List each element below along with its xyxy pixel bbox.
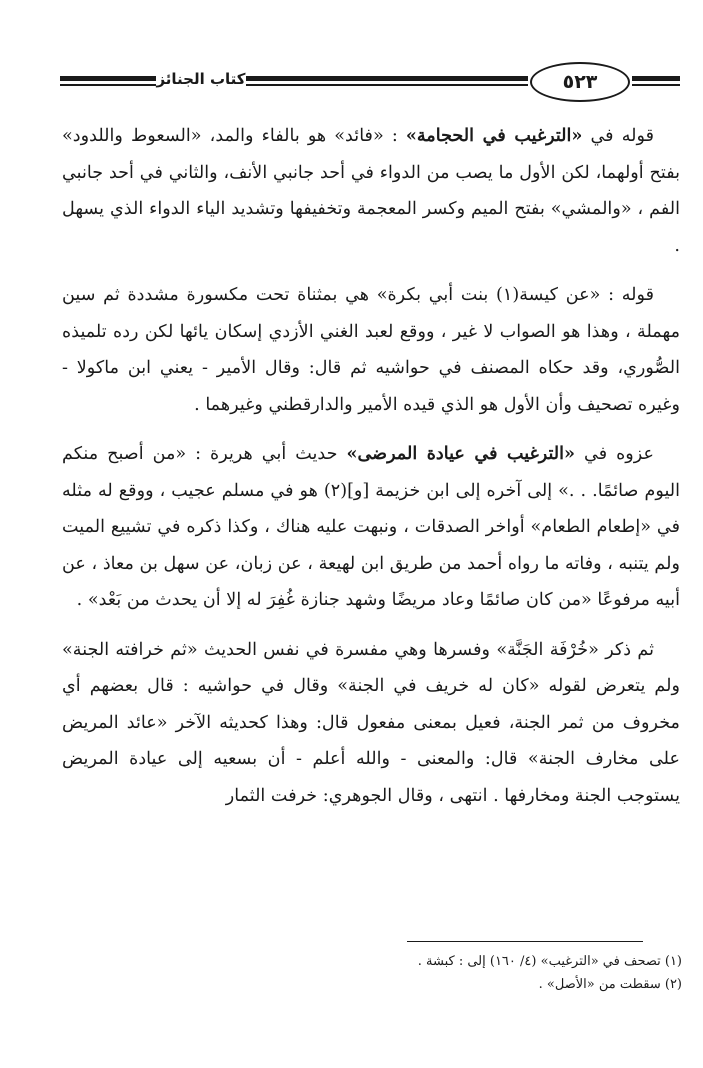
paragraph-lead: قوله في: [582, 126, 654, 146]
section-heading: «الترغيب في عيادة المرضى»: [346, 443, 576, 464]
paragraph-text: ثم ذكر «خُرْفَة الجَنَّة» وفسرها وهي مفسرة في نفس الحديث «ثم خرافته الجنة» ولم يتعرض لقوله «كان له خريف في الجنة» وقال في حواشيه : قال بعضهم أي مخروف من ثمر الجنة، فعيل بمعنى مفعول قال: وهذا كحديثه الآخر «عائد المريض على مخارف الجنة» قال: والمعنى - والله أعلم - أن بسعيه إلى عيادة المريض يستوجب الجنة ومخارفها . انتهى ، وقال الجوهري: خرفت الثمار: [62, 639, 680, 806]
footnote-divider: [407, 941, 643, 942]
paragraph: [62, 436, 680, 619]
body-text: [62, 118, 680, 827]
paragraph: [62, 277, 680, 423]
book-title: كتاب الجنائز: [156, 70, 246, 88]
page-header: [60, 62, 680, 106]
page-number: ٥٢٣: [530, 62, 630, 102]
paragraph-text: : «فائد» هو بالفاء والمد، «السعوط واللدود» بفتح أولهما، لكن الأول ما يصب من الدواء في أحد جانبي الأنف، والثاني في أحد جانبي الفم ، «والمشي» بفتح الميم وكسر المعجمة وتخفيفها وتشديد الياء الدواء الذي يسهل .: [62, 126, 680, 256]
paragraph: [62, 632, 680, 815]
paragraph-text: حديث أبي هريرة : «من أصبح منكم اليوم صائمًا. . .» إلى آخره إلى ابن خزيمة [و](٢) هو في مسلم عجيب ، ووقع له مثله في «إطعام الطعام» أواخر الصدقات ، ونبهت عليه هناك ، وكذا ذكره في تشييع الميت ولم يتنبه ، وفاته ما رواه أحمد من طريق ابن لهيعة ، عن زبان، عن سهل بن معاذ ، عن أبيه مرفوعًا «من كان صائمًا وعاد مريضًا وشهد جنازة غُفِرَ له إلا أن يحدث من بَعْد» .: [62, 444, 680, 610]
footnotes: [60, 950, 682, 996]
paragraph: [62, 118, 680, 264]
section-heading: «الترغيب في الحجامة»: [405, 125, 583, 146]
paragraph-lead: عزوه في: [575, 444, 654, 464]
footnote: (٢) سقطت من «الأصل» .: [538, 977, 682, 992]
header-rule-right: [632, 76, 680, 90]
footnote: (١) تصحف في «الترغيب» (٤/ ١٦٠) إلى : كبشة .: [417, 954, 682, 969]
paragraph-text: قوله : «عن كيسة(١) بنت أبي بكرة» هي بمثناة تحت مكسورة مشددة ثم سين مهملة ، وهذا هو الصواب لا غير ، ووقع لعبد الغني الأزدي إسكان يائها لكن رده تلميذه الصُّوري، وقد حكاه المصنف في حواشيه ثم قال: وقال الأمير - يعني ابن ماكولا - وغيره تصحيف وأن الأول هو الذي قيده الأمير والدارقطني وغيرهما .: [62, 285, 680, 415]
header-rule-left: [60, 76, 156, 90]
header-rule-middle: [246, 76, 528, 90]
